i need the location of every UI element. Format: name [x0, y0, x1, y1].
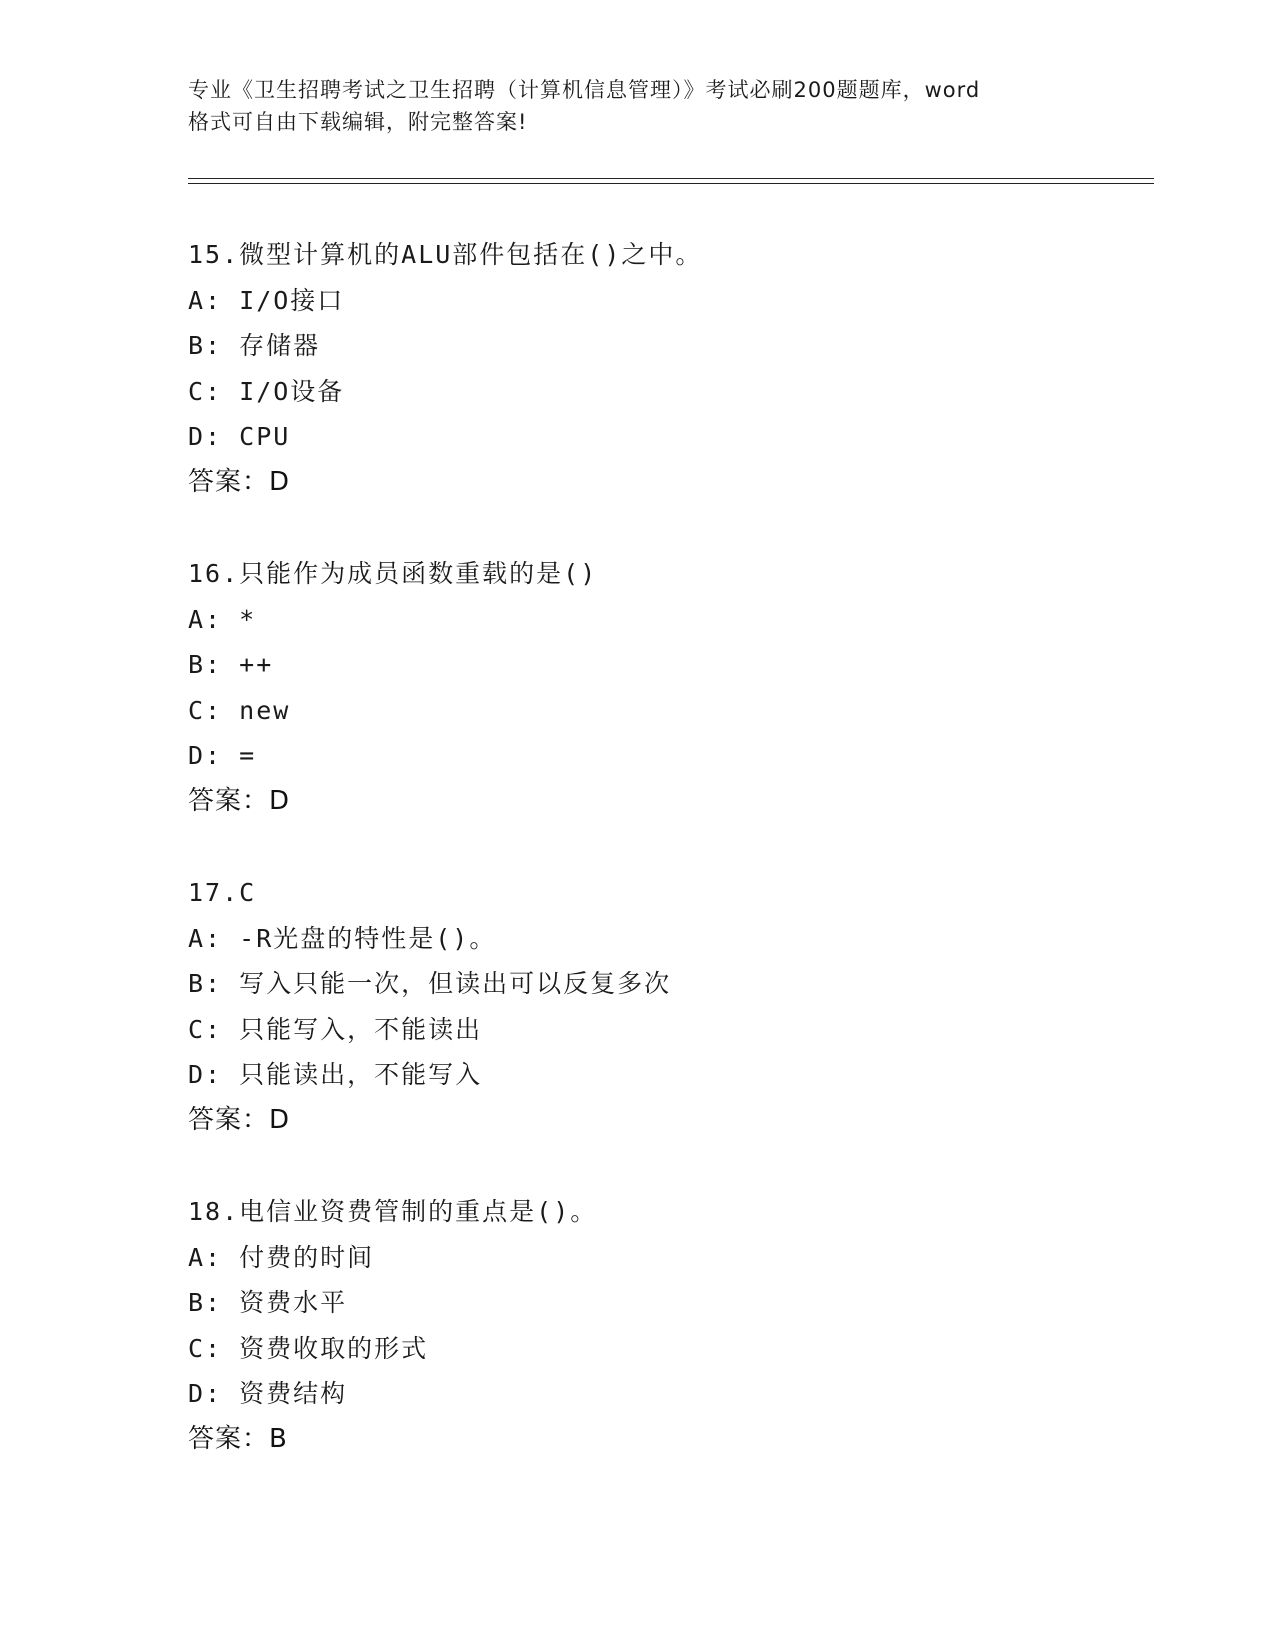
answer: 答案：D: [188, 785, 291, 816]
option-a: A: I/O接口: [188, 285, 345, 315]
header-divider-top: [188, 178, 1154, 179]
option-d: D: 资费结构: [188, 1379, 348, 1408]
document-header: [188, 74, 1088, 138]
header-line-1: 专业《卫生招聘考试之卫生招聘（计算机信息管理）》考试必刷200题题库，word: [188, 78, 981, 102]
option-c: C: 只能写入，不能读出: [188, 1014, 483, 1044]
question-stem: 15.微型计算机的ALU部件包括在()之中。: [188, 240, 703, 269]
option-d: D: =: [188, 741, 257, 770]
option-a: A: 付费的时间: [188, 1242, 375, 1272]
option-a: A: *: [188, 604, 257, 634]
option-c: C: new: [188, 695, 291, 725]
question-stem: 16.只能作为成员函数重载的是(): [188, 559, 598, 588]
header-divider-bottom: [188, 183, 1154, 184]
option-b: B: 资费水平: [188, 1288, 348, 1317]
option-d: D: 只能读出，不能写入: [188, 1060, 483, 1089]
option-b: B: 存储器: [188, 331, 321, 360]
question-stem: 18.电信业资费管制的重点是()。: [188, 1197, 598, 1226]
answer: 答案：D: [188, 1104, 291, 1135]
question-15: [188, 232, 1088, 505]
option-c: C: I/O设备: [188, 376, 345, 406]
option-c: C: 资费收取的形式: [188, 1333, 429, 1363]
question-18: [188, 1189, 1088, 1462]
question-17: [188, 870, 1088, 1143]
option-d: D: CPU: [188, 422, 291, 451]
question-16: [188, 551, 1088, 824]
question-stem: 17.C: [188, 878, 257, 907]
answer: 答案：B: [188, 1423, 288, 1454]
option-b: B: ++: [188, 650, 274, 679]
option-b: B: 写入只能一次，但读出可以反复多次: [188, 969, 672, 998]
option-a: A: -R光盘的特性是()。: [188, 923, 497, 953]
answer: 答案：D: [188, 466, 291, 497]
header-line-2: 格式可自由下载编辑，附完整答案!: [188, 110, 528, 134]
